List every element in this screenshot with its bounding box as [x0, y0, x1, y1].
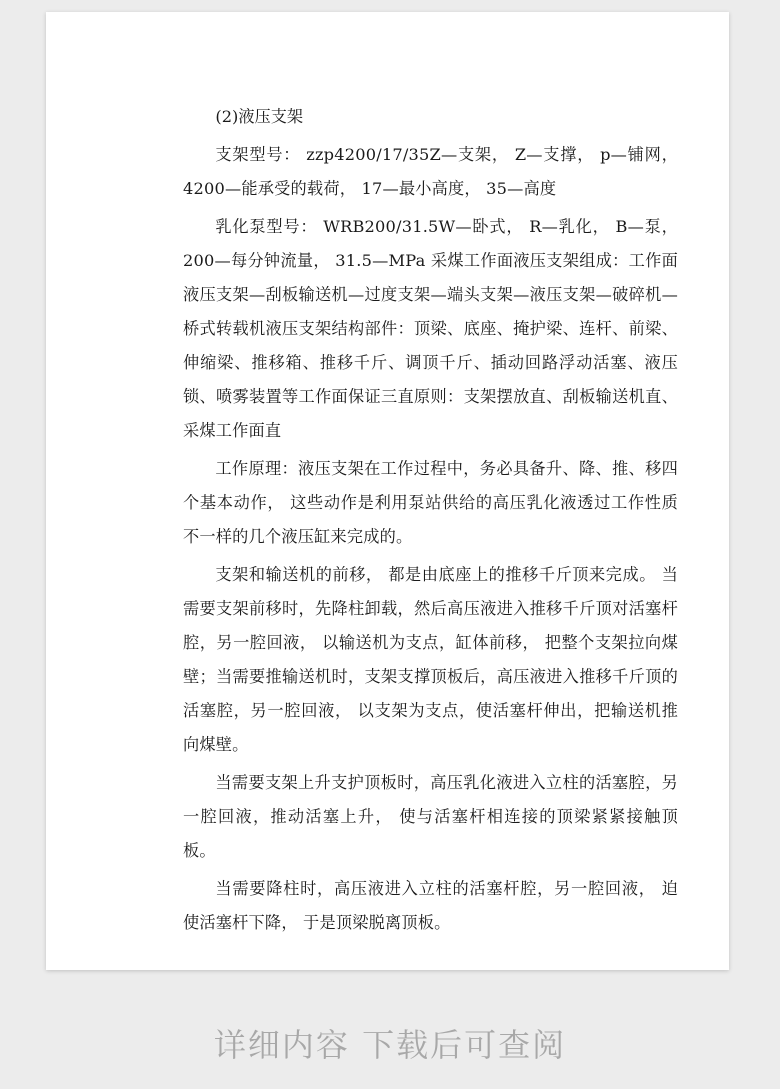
- document-page: [46, 12, 729, 970]
- paragraph-support-model: 支架型号： zzp4200/17/35Z—支架， Z—支撑， p—铺网， 4200—能承受的载荷， 17—最小高度， 35—高度: [183, 145, 678, 198]
- section-heading: (2)液压支架: [215, 107, 304, 126]
- paragraph-lower: 当需要降柱时，高压液进入立柱的活塞杆腔，另一腔回液， 迫使活塞杆下降， 于是顶梁脱离顶板。: [183, 879, 678, 932]
- paragraph-raise: 当需要支架上升支护顶板时，高压乳化液进入立柱的活塞腔，另一腔回液，推动活塞上升， 使与活塞杆相连接的顶梁紧紧接触顶板。: [183, 773, 678, 860]
- document-body: [183, 100, 678, 940]
- paragraph-advance: 支架和输送机的前移， 都是由底座上的推移千斤顶来完成。 当需要支架前移时，先降柱卸载，然后高压液进入推移千斤顶对活塞杆腔，另一腔回液， 以输送机为支点，缸体前移， 把整个支架拉向煤壁；当需要推输送机时，支架支撑顶板后，高压液进入推移千斤顶的活塞腔，另一腔回液， 以支架为支点，使活塞杆伸出，把输送机推向煤壁。: [183, 565, 678, 754]
- download-prompt[interactable]: 详细内容 下载后可查阅: [213, 1026, 567, 1064]
- paragraph-emulsion-pump: 乳化泵型号： WRB200/31.5W—卧式， R—乳化， B—泵， 200—每分钟流量， 31.5—MPa 采煤工作面液压支架组成：工作面液压支架—刮板输送机—过度支架—端头支架—液压支架—破碎机—桥式转载机液压支架结构部件：顶梁、底座、掩护梁、连杆、前梁、伸缩梁、推移箱、推移千斤、调顶千斤、插动回路浮动活塞、液压锁、喷雾装置等工作面保证三直原则：支架摆放直、刮板输送机直、采煤工作面直: [183, 217, 678, 440]
- paragraph-working-principle: 工作原理：液压支架在工作过程中，务必具备升、降、推、移四个基本动作， 这些动作是利用泵站供给的高压乳化液透过工作性质不一样的几个液压缸来完成的。: [183, 459, 678, 546]
